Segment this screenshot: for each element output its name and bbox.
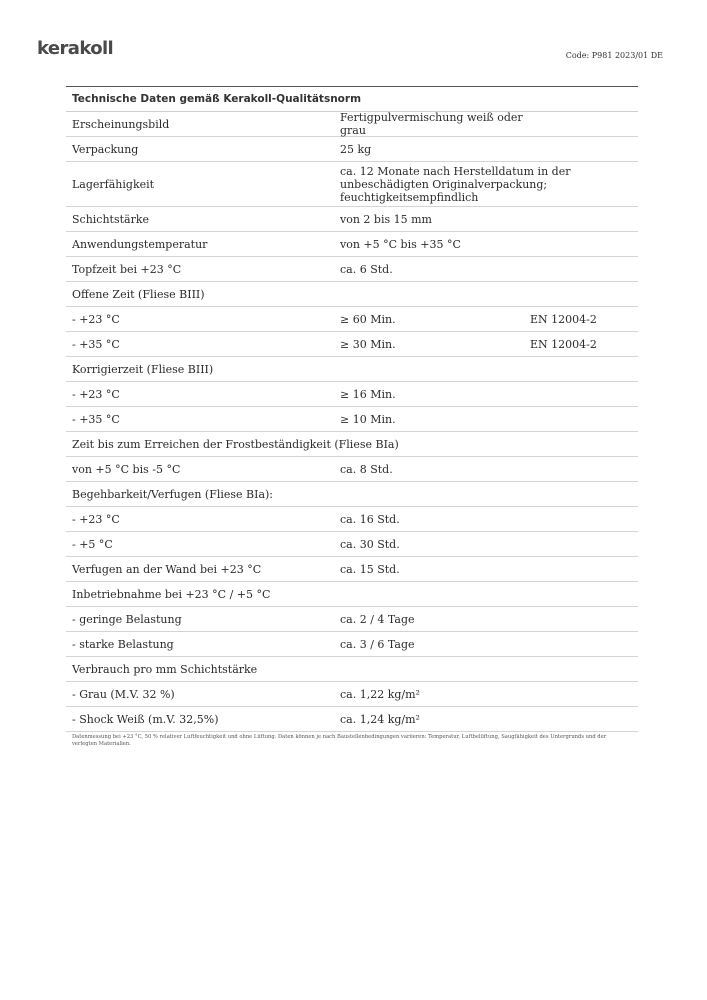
table-row (66, 657, 638, 682)
row-value: ca. 1,22 kg/m² (340, 687, 420, 701)
row-value: ca. 2 / 4 Tage (340, 612, 415, 626)
row-label: Verfugen an der Wand bei +23 °C (72, 562, 262, 576)
row-value (340, 432, 530, 456)
kerakoll-logo: kerakoll (37, 38, 114, 59)
row-label: - +35 °C (72, 412, 120, 426)
table-row (66, 532, 638, 557)
row-value: ca. 8 Std. (340, 462, 393, 476)
row-value: ca. 1,24 kg/m² (340, 712, 420, 726)
table-row (66, 482, 638, 507)
row-value (340, 582, 530, 606)
row-value: von 2 bis 15 mm (340, 212, 432, 226)
table-row (66, 457, 638, 482)
row-norm (530, 607, 630, 631)
row-value (340, 282, 530, 306)
table-row (66, 557, 638, 582)
row-label: Topfzeit bei +23 °C (72, 262, 182, 276)
row-value: ca. 3 / 6 Tage (340, 637, 415, 651)
table-row (66, 232, 638, 257)
row-norm (530, 137, 630, 161)
row-norm (530, 382, 630, 406)
table-row (66, 632, 638, 657)
document-code: Code: P981 2023/01 DE (565, 51, 663, 60)
row-value: ≥ 16 Min. (340, 387, 396, 401)
row-label: von +5 °C bis -5 °C (72, 462, 181, 476)
row-value (340, 482, 530, 506)
row-norm (530, 207, 630, 231)
row-norm (530, 532, 630, 556)
row-norm (530, 557, 630, 581)
table-row (66, 307, 638, 332)
row-norm (530, 357, 630, 381)
table-row (66, 257, 638, 282)
table-row (66, 332, 638, 357)
row-value: 25 kg (340, 142, 372, 156)
row-label: - Shock Weiß (m.V. 32,5%) (72, 712, 219, 726)
row-norm (530, 482, 630, 506)
row-norm (530, 257, 630, 281)
table-row (66, 407, 638, 432)
technical-data-table (66, 86, 638, 732)
row-value: ≥ 60 Min. (340, 312, 396, 326)
row-norm (530, 232, 630, 256)
row-label: Verbrauch pro mm Schichtstärke (72, 662, 258, 676)
footnote: Datenmessung bei +23 °C, 50 % relativer Luftfeuchtigkeit und ohne Lüftung. Daten können je nach Baustellenbedingungen variieren: Temperatur, Luftbelüftung, Saugfähigkeit des Untergrunds und der verlegten Materialien. (72, 734, 607, 747)
row-label: Offene Zeit (Fliese BIII) (72, 287, 205, 301)
row-label: Zeit bis zum Erreichen der Frostbeständigkeit (Fliese BIa) (72, 437, 399, 451)
row-label: Begehbarkeit/Verfugen (Fliese BIa): (72, 487, 274, 501)
row-label: Lagerfähigkeit (72, 177, 155, 191)
row-label: - geringe Belastung (72, 612, 182, 626)
row-value: ca. 30 Std. (340, 537, 400, 551)
table-row (66, 507, 638, 532)
row-label: - starke Belastung (72, 637, 174, 651)
table-row (66, 162, 638, 207)
row-norm (530, 682, 630, 706)
table-row (66, 682, 638, 707)
row-label: - Grau (M.V. 32 %) (72, 687, 175, 701)
row-norm (530, 407, 630, 431)
row-value (340, 657, 530, 681)
table-row (66, 112, 638, 137)
row-label: Verpackung (72, 142, 139, 156)
table-row (66, 432, 638, 457)
row-value (340, 357, 530, 381)
row-value: von +5 °C bis +35 °C (340, 237, 461, 251)
row-norm (530, 707, 630, 731)
row-value: Fertigpulvermischung weiß oder grau (340, 111, 523, 137)
row-norm: EN 12004-2 (530, 337, 597, 351)
row-label: Anwendungstemperatur (72, 237, 208, 251)
row-label: Schichtstärke (72, 212, 150, 226)
row-norm (530, 112, 630, 136)
table-row (66, 707, 638, 732)
row-label: - +35 °C (72, 337, 120, 351)
table-row (66, 382, 638, 407)
table-row (66, 582, 638, 607)
row-label: - +5 °C (72, 537, 113, 551)
row-norm (530, 457, 630, 481)
row-value: ≥ 10 Min. (340, 412, 396, 426)
row-norm (530, 582, 630, 606)
row-label: - +23 °C (72, 387, 120, 401)
table-row (66, 207, 638, 232)
row-norm: EN 12004-2 (530, 312, 597, 326)
row-value: ≥ 30 Min. (340, 337, 396, 351)
table-title: Technische Daten gemäß Kerakoll-Qualitätsnorm (66, 86, 638, 112)
row-norm (530, 657, 630, 681)
row-label: - +23 °C (72, 512, 120, 526)
row-norm (530, 507, 630, 531)
table-row (66, 357, 638, 382)
row-norm (530, 632, 630, 656)
table-row (66, 282, 638, 307)
row-label: Erscheinungsbild (72, 117, 170, 131)
table-row (66, 137, 638, 162)
row-norm (530, 432, 630, 456)
row-label: Inbetriebnahme bei +23 °C / +5 °C (72, 587, 271, 601)
row-norm (530, 162, 630, 206)
row-value: ca. 16 Std. (340, 512, 400, 526)
row-label: - +23 °C (72, 312, 120, 326)
row-value: ca. 15 Std. (340, 562, 400, 576)
row-label: Korrigierzeit (Fliese BIII) (72, 362, 214, 376)
row-norm (530, 282, 630, 306)
row-value: ca. 6 Std. (340, 262, 393, 276)
row-value: ca. 12 Monate nach Herstelldatum in der unbeschädigten Originalverpackung; feuchtigkeitsempfindlich (340, 164, 571, 204)
table-row (66, 607, 638, 632)
